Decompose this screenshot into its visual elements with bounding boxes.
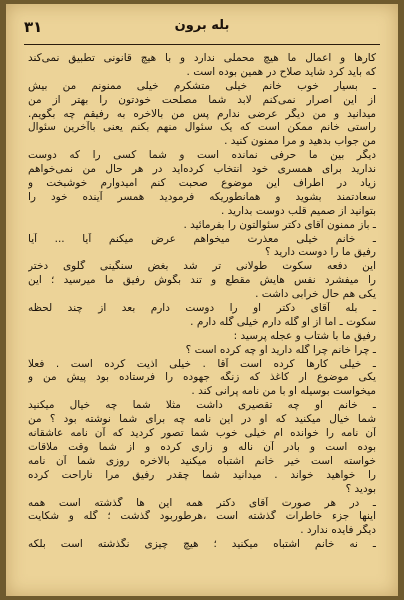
text-line: رفیق ما را دوست دارید ؟ [264,246,376,259]
text-line: از این اصرار نمی‌کنم لابد شما مصلحت خودتون را بهتر از من [28,93,376,106]
text-line: ـ بسیار خوب خانم خیلی متشکرم خیلی ممنونم من بیش [28,79,376,92]
text-line: راستی خانم ممکن است که یک سئوال منهم بکنم یعنی باآخرین سئوال [28,121,376,134]
text-line: بتوانید از صمیم قلب دوست بدارید . [220,204,376,217]
text-line: ـ در هر صورت آقای دکتر همه این ها گذشته است همه [28,496,376,509]
text-line: را خواهید خواند . میدانید شما چقدر رفیق مرا ناراحت کرده [28,468,376,481]
text-line: خواسته است خیر خانم اشتباه میکنید بالاخره روزی شما آن نامه [28,454,376,467]
body-text [28,52,376,586]
text-line: یکی موضوع ار کاغذ که زنگه جهوده را فرستاده بود پیش من و [28,371,376,384]
text-line: زیاد در اطراف این موضوع صحبت کنم امیدوارم خوشبخت و [28,177,376,190]
text-line: ـ باز ممنون آقای دکتر سئوالتون را بفرمائید . [183,218,376,231]
text-line: ـ خانم خیلی معذرت میخواهم عرض میکنم آیا ... آیا [28,232,376,245]
text-line: بوده است و بادر آن ناله و زاری کرده و از شما وقت ملاقات [28,440,376,453]
text-line: ـ خیلی کارها کرده است آقا . خیلی اذیت کرده است . فعلا [28,357,376,370]
text-line: که باید کرد شاید صلاح در همین بوده است . [186,65,376,78]
text-line: میدانید و من دیگر عرضی ندارم پس من بالاخره به رفیقم چه بگویم. [28,107,376,120]
text-line: ـ خانم او چه تقصیری داشت مثلا شما چه خیال میکنید [28,399,376,412]
text-line: شما خیال میکنید که او در این نامه چه برای شما نوشته بود ؟ من [28,413,376,426]
text-line: آن نامه را خوانده ام خیلی خوب شما تصور کردید که آن نامه عاشقانه [28,427,376,440]
text-line: میخواست بوسیله او با من نامه پرانی کند . [191,385,376,398]
text-line: اینها جزء خاطرات گذشته است ،هرطوربود گذشت ؛ گله و شکایت [28,510,376,523]
text-line: ندارید برای همسری خود انتخاب کرده‌اید در هر حال من نمی‌خواهم [28,163,376,176]
text-line: بودید ؟ [345,482,376,495]
text-line: ـ بله آقای دکتر او را دوست دارم بعد از چند لحظه [28,302,376,315]
text-line: من جواب بدهید و مرا ممنون کنید . [224,135,376,148]
running-title: بله برون [174,18,230,33]
book-page [6,4,398,596]
text-line: کارها و اعمال ما هیچ محملی ندارد و با هیچ قانونی تطبیق نمی‌کند [28,52,376,64]
text-line: رفیق ما با شتاب و عجله پرسید : [233,329,376,342]
text-line: را میفشرد نفس هایش مقطع و تند بگوش رفیق ما میرسید ؛ این [28,274,376,287]
page-number: ۳۱ [24,18,43,36]
page-header [24,12,380,42]
text-line: دیگر فایده ندارد . [300,524,376,537]
text-line: یکی هم حال خرابی داشت . [255,288,376,301]
text-line: ـ چرا خانم چرا گله دارید او چه کرده است ؟ [185,343,376,356]
header-rule [24,44,380,45]
text-line: سکوت ـ اما از او گله دارم خیلی گله دارم . [190,315,376,328]
text-line: سعادتمند بشوید و همانطوریکه فرمودید همسر آینده خود را [28,190,376,203]
text-line: این دفعه سکوت طولانی تر شد بغض سنگینی گلوی دختر [28,260,376,273]
text-line: ـ نه خانم اشتباه میکنید ؛ هیچ چیزی نگذشته است بلکه [28,538,376,551]
text-line: دیگر بین ما حرفی نمانده است و شما کسی را که دوست [28,149,376,162]
